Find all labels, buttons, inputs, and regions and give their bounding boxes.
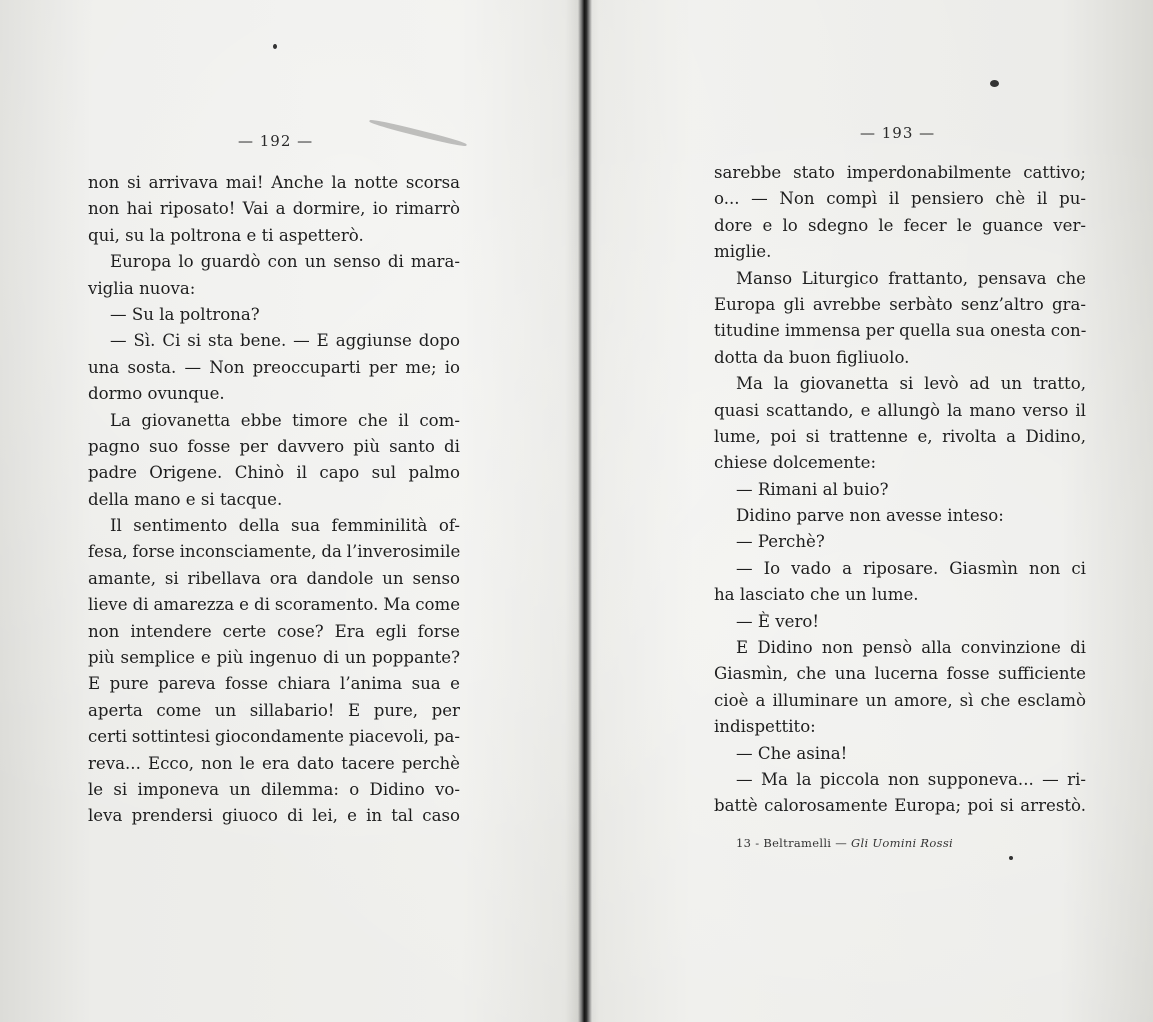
left-page-number: — 192 — (238, 132, 314, 150)
right-page-text (714, 160, 1086, 820)
text-line: E pure pareva fosse chiara l’anima sua e (88, 674, 460, 694)
text-line: titudine immensa per quella sua onesta con- (714, 321, 1087, 341)
text-line: o... — Non compì il pensiero chè il pu- (714, 189, 1086, 209)
text-line: miglie. (714, 242, 772, 262)
text-line: Giasmìn, che una lucerna fosse sufficiente (714, 664, 1086, 684)
text-line: non hai riposato! Vai a dormire, io rimarrò (88, 199, 460, 219)
text-line: Europa lo guardò con un senso di mara- (110, 252, 460, 272)
book-gutter (578, 0, 592, 1022)
text-line: amante, si ribellava ora dandole un senso (88, 568, 460, 588)
text-line: — Io vado a riposare. Giasmìn non ci (736, 558, 1086, 578)
text-line: — È vero! (736, 611, 820, 631)
text-line: lieve di amarezza e di scoramento. Ma come (88, 595, 461, 615)
text-line: leva prendersi giuoco di lei, e in tal caso (88, 806, 460, 826)
text-line: — Che asina! (736, 743, 848, 763)
text-line: — Ma la piccola non supponeva... — ri- (736, 769, 1086, 789)
left-page-text (88, 170, 460, 830)
text-line: reva... Ecco, non le era dato tacere perchè (88, 753, 460, 773)
text-line: chiese dolcemente: (714, 453, 877, 473)
text-line: dotta da buon figliuolo. (714, 347, 910, 367)
text-line: La giovanetta ebbe timore che il com- (110, 410, 460, 430)
text-line: — Su la poltrona? (110, 304, 260, 324)
text-line: Didino parve non avesse inteso: (736, 506, 1004, 526)
text-line: le si imponeva un dilemma: o Didino vo- (88, 779, 460, 799)
text-line: sarebbe stato imperdonabilmente cattivo; (714, 163, 1086, 182)
right-page (592, 0, 1153, 1022)
text-line: Il sentimento della sua femminilità of- (110, 516, 460, 536)
text-line: — Rimani al buio? (736, 479, 889, 499)
text-line: pagno suo fosse per davvero più santo di (88, 436, 460, 456)
text-line: della mano e si tacque. (88, 489, 283, 509)
text-line: — Sì. Ci si sta bene. — E aggiunse dopo (110, 331, 460, 351)
ink-speck (1009, 856, 1013, 860)
text-line: Ma la giovanetta si levò ad un tratto, (736, 374, 1086, 394)
text-line: non si arrivava mai! Anche la notte scorsa (88, 173, 460, 192)
signature-prefix: 13 - Beltramelli — (736, 836, 851, 850)
ink-speck (273, 44, 277, 49)
right-page-number: — 193 — (860, 124, 936, 142)
text-line: Europa gli avrebbe serbàto senz’altro gra- (714, 294, 1086, 314)
ink-speck (990, 80, 999, 87)
text-line: indispettito: (714, 717, 816, 737)
text-line: — Perchè? (736, 532, 825, 552)
text-line: non intendere certe cose? Era egli forse (88, 621, 460, 641)
printer-signature (736, 836, 953, 850)
text-line: cioè a illuminare un amore, sì che esclamò (714, 690, 1086, 710)
text-line: Manso Liturgico frattanto, pensava che (736, 268, 1086, 288)
text-line: dormo ovunque. (88, 384, 225, 404)
signature-title: Gli Uomini Rossi (851, 836, 953, 850)
ink-smudge (369, 118, 467, 148)
text-line: lume, poi si trattenne e, rivolta a Didino, (714, 426, 1086, 446)
text-line: dore e lo sdegno le fecer le guance ver- (714, 215, 1086, 235)
text-line: fesa, forse inconsciamente, da l’inverosimile (88, 542, 461, 562)
text-line: ha lasciato che un lume. (714, 585, 919, 605)
text-line: viglia nuova: (88, 278, 196, 298)
text-line: certi sottintesi giocondamente piacevoli, pa- (88, 727, 460, 747)
text-line: battè calorosamente Europa; poi si arrestò. (714, 796, 1086, 816)
text-line: una sosta. — Non preoccuparti per me; io (88, 357, 460, 377)
text-line: più semplice e più ingenuo di un poppante? (88, 648, 460, 668)
text-line: padre Origene. Chinò il capo sul palmo (88, 463, 460, 483)
text-line: aperta come un sillabario! E pure, per (88, 700, 460, 720)
text-line: quasi scattando, e allungò la mano verso il (714, 400, 1086, 420)
text-line: qui, su la poltrona e ti aspetterò. (88, 225, 364, 245)
text-line: E Didino non pensò alla convinzione di (736, 638, 1086, 658)
